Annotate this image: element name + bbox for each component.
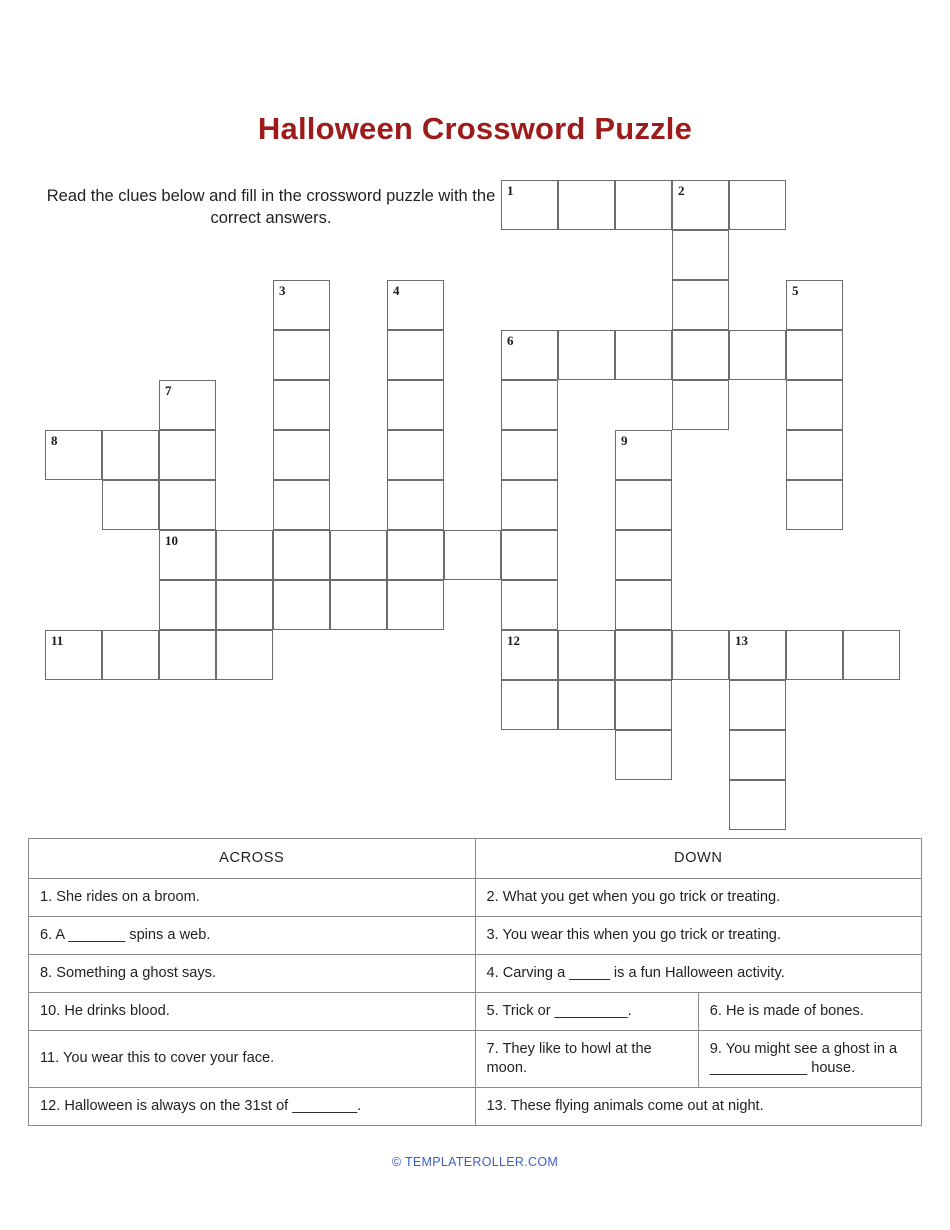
crossword-cell[interactable]: [501, 380, 558, 430]
crossword-cell-8[interactable]: [45, 430, 102, 480]
crossword-cell[interactable]: [786, 480, 843, 530]
crossword-cell[interactable]: [387, 430, 444, 480]
across-clue: 1. She rides on a broom.: [29, 878, 476, 916]
crossword-cell[interactable]: [786, 630, 843, 680]
crossword-cell[interactable]: [387, 330, 444, 380]
cell-number: 1: [507, 183, 514, 198]
crossword-cell[interactable]: [216, 630, 273, 680]
crossword-cell[interactable]: [387, 580, 444, 630]
clue-table-header-row: [29, 839, 922, 879]
down-clue: 5. Trick or _________.: [475, 992, 698, 1030]
cell-number: 10: [165, 533, 178, 548]
crossword-cell[interactable]: [387, 530, 444, 580]
crossword-cell[interactable]: [273, 480, 330, 530]
crossword-cell[interactable]: [216, 580, 273, 630]
across-header: ACROSS: [29, 839, 476, 879]
crossword-cell[interactable]: [159, 480, 216, 530]
crossword-cell[interactable]: [615, 730, 672, 780]
crossword-cell[interactable]: [330, 530, 387, 580]
crossword-cell[interactable]: [672, 280, 729, 330]
crossword-cell[interactable]: [786, 330, 843, 380]
crossword-cell-12[interactable]: [501, 630, 558, 680]
crossword-cell-13[interactable]: [729, 630, 786, 680]
crossword-cell-10[interactable]: [159, 530, 216, 580]
instructions-text: Read the clues below and fill in the crossword puzzle with the correct answers.: [46, 187, 496, 227]
page-title: Halloween Crossword Puzzle: [257, 111, 693, 146]
crossword-cell[interactable]: [501, 680, 558, 730]
crossword-cell[interactable]: [102, 430, 159, 480]
footer-copyright: © TEMPLATEROLLER.COM: [391, 1155, 559, 1169]
crossword-cell[interactable]: [672, 330, 729, 380]
crossword-cell[interactable]: [273, 430, 330, 480]
crossword-cell[interactable]: [558, 330, 615, 380]
crossword-grid[interactable]: [45, 180, 905, 835]
clue-row: [29, 1030, 922, 1087]
crossword-cell[interactable]: [729, 680, 786, 730]
crossword-cell[interactable]: [501, 530, 558, 580]
cell-number: 2: [678, 183, 685, 198]
crossword-cell[interactable]: [615, 530, 672, 580]
cell-number: 11: [51, 633, 64, 648]
crossword-cell[interactable]: [102, 630, 159, 680]
down-clue: 6. He is made of bones.: [698, 992, 921, 1030]
cell-number: 13: [735, 633, 748, 648]
crossword-cell[interactable]: [501, 430, 558, 480]
crossword-cell[interactable]: [501, 580, 558, 630]
crossword-cell-2[interactable]: [672, 180, 729, 230]
down-clue: 13. These flying animals come out at night.: [475, 1087, 922, 1125]
crossword-cell-5[interactable]: [786, 280, 843, 330]
across-clue: 11. You wear this to cover your face.: [29, 1030, 476, 1087]
clue-table-body: [29, 878, 922, 1125]
crossword-cell[interactable]: [615, 330, 672, 380]
cell-number: 4: [393, 283, 400, 298]
crossword-cell[interactable]: [387, 380, 444, 430]
clue-table: [28, 838, 922, 1126]
crossword-cell[interactable]: [273, 380, 330, 430]
crossword-cell[interactable]: [729, 780, 786, 830]
across-clue: 10. He drinks blood.: [29, 992, 476, 1030]
crossword-cell-3[interactable]: [273, 280, 330, 330]
crossword-cell[interactable]: [444, 530, 501, 580]
across-clue: 6. A _______ spins a web.: [29, 916, 476, 954]
crossword-cell-6[interactable]: [501, 330, 558, 380]
crossword-cell[interactable]: [672, 380, 729, 430]
crossword-cell[interactable]: [501, 480, 558, 530]
crossword-cell[interactable]: [672, 230, 729, 280]
cell-number: 8: [51, 433, 58, 448]
crossword-cell[interactable]: [273, 530, 330, 580]
crossword-cell[interactable]: [330, 580, 387, 630]
across-clue: 8. Something a ghost says.: [29, 954, 476, 992]
crossword-cell[interactable]: [729, 330, 786, 380]
cell-number: 6: [507, 333, 514, 348]
crossword-cell[interactable]: [786, 430, 843, 480]
crossword-cell[interactable]: [786, 380, 843, 430]
down-clue: 9. You might see a ghost in a ____________ house.: [698, 1030, 921, 1087]
crossword-cell[interactable]: [729, 180, 786, 230]
crossword-cell[interactable]: [216, 530, 273, 580]
crossword-cell[interactable]: [159, 580, 216, 630]
crossword-cell[interactable]: [615, 580, 672, 630]
down-clue: 7. They like to howl at the moon.: [475, 1030, 698, 1087]
crossword-cell[interactable]: [273, 580, 330, 630]
cell-number: 7: [165, 383, 172, 398]
cell-number: 9: [621, 433, 628, 448]
crossword-cell[interactable]: [729, 730, 786, 780]
crossword-cell[interactable]: [159, 630, 216, 680]
crossword-cell[interactable]: [558, 180, 615, 230]
crossword-cell[interactable]: [159, 430, 216, 480]
crossword-cell[interactable]: [615, 630, 672, 680]
crossword-cell[interactable]: [843, 630, 900, 680]
crossword-cell-1[interactable]: [501, 180, 558, 230]
crossword-cell[interactable]: [615, 180, 672, 230]
across-clue: 12. Halloween is always on the 31st of ________.: [29, 1087, 476, 1125]
cell-number: 3: [279, 283, 286, 298]
crossword-cell[interactable]: [672, 630, 729, 680]
clue-row: [29, 954, 922, 992]
clue-row: [29, 1087, 922, 1125]
crossword-cell[interactable]: [102, 480, 159, 530]
clue-row: [29, 878, 922, 916]
down-clue: 4. Carving a _____ is a fun Halloween activity.: [475, 954, 922, 992]
crossword-cell-11[interactable]: [45, 630, 102, 680]
crossword-cell[interactable]: [387, 480, 444, 530]
crossword-cell-4[interactable]: [387, 280, 444, 330]
crossword-cell[interactable]: [558, 630, 615, 680]
cell-number: 12: [507, 633, 520, 648]
cell-number: 5: [792, 283, 799, 298]
crossword-cell[interactable]: [558, 680, 615, 730]
down-clue: 3. You wear this when you go trick or treating.: [475, 916, 922, 954]
crossword-cell-7[interactable]: [159, 380, 216, 430]
down-clue: 2. What you get when you go trick or treating.: [475, 878, 922, 916]
down-header: DOWN: [475, 839, 922, 879]
crossword-cell[interactable]: [273, 330, 330, 380]
crossword-cell[interactable]: [615, 480, 672, 530]
crossword-cell-9[interactable]: [615, 430, 672, 480]
crossword-cell[interactable]: [615, 680, 672, 730]
clue-row: [29, 916, 922, 954]
clue-row: [29, 992, 922, 1030]
